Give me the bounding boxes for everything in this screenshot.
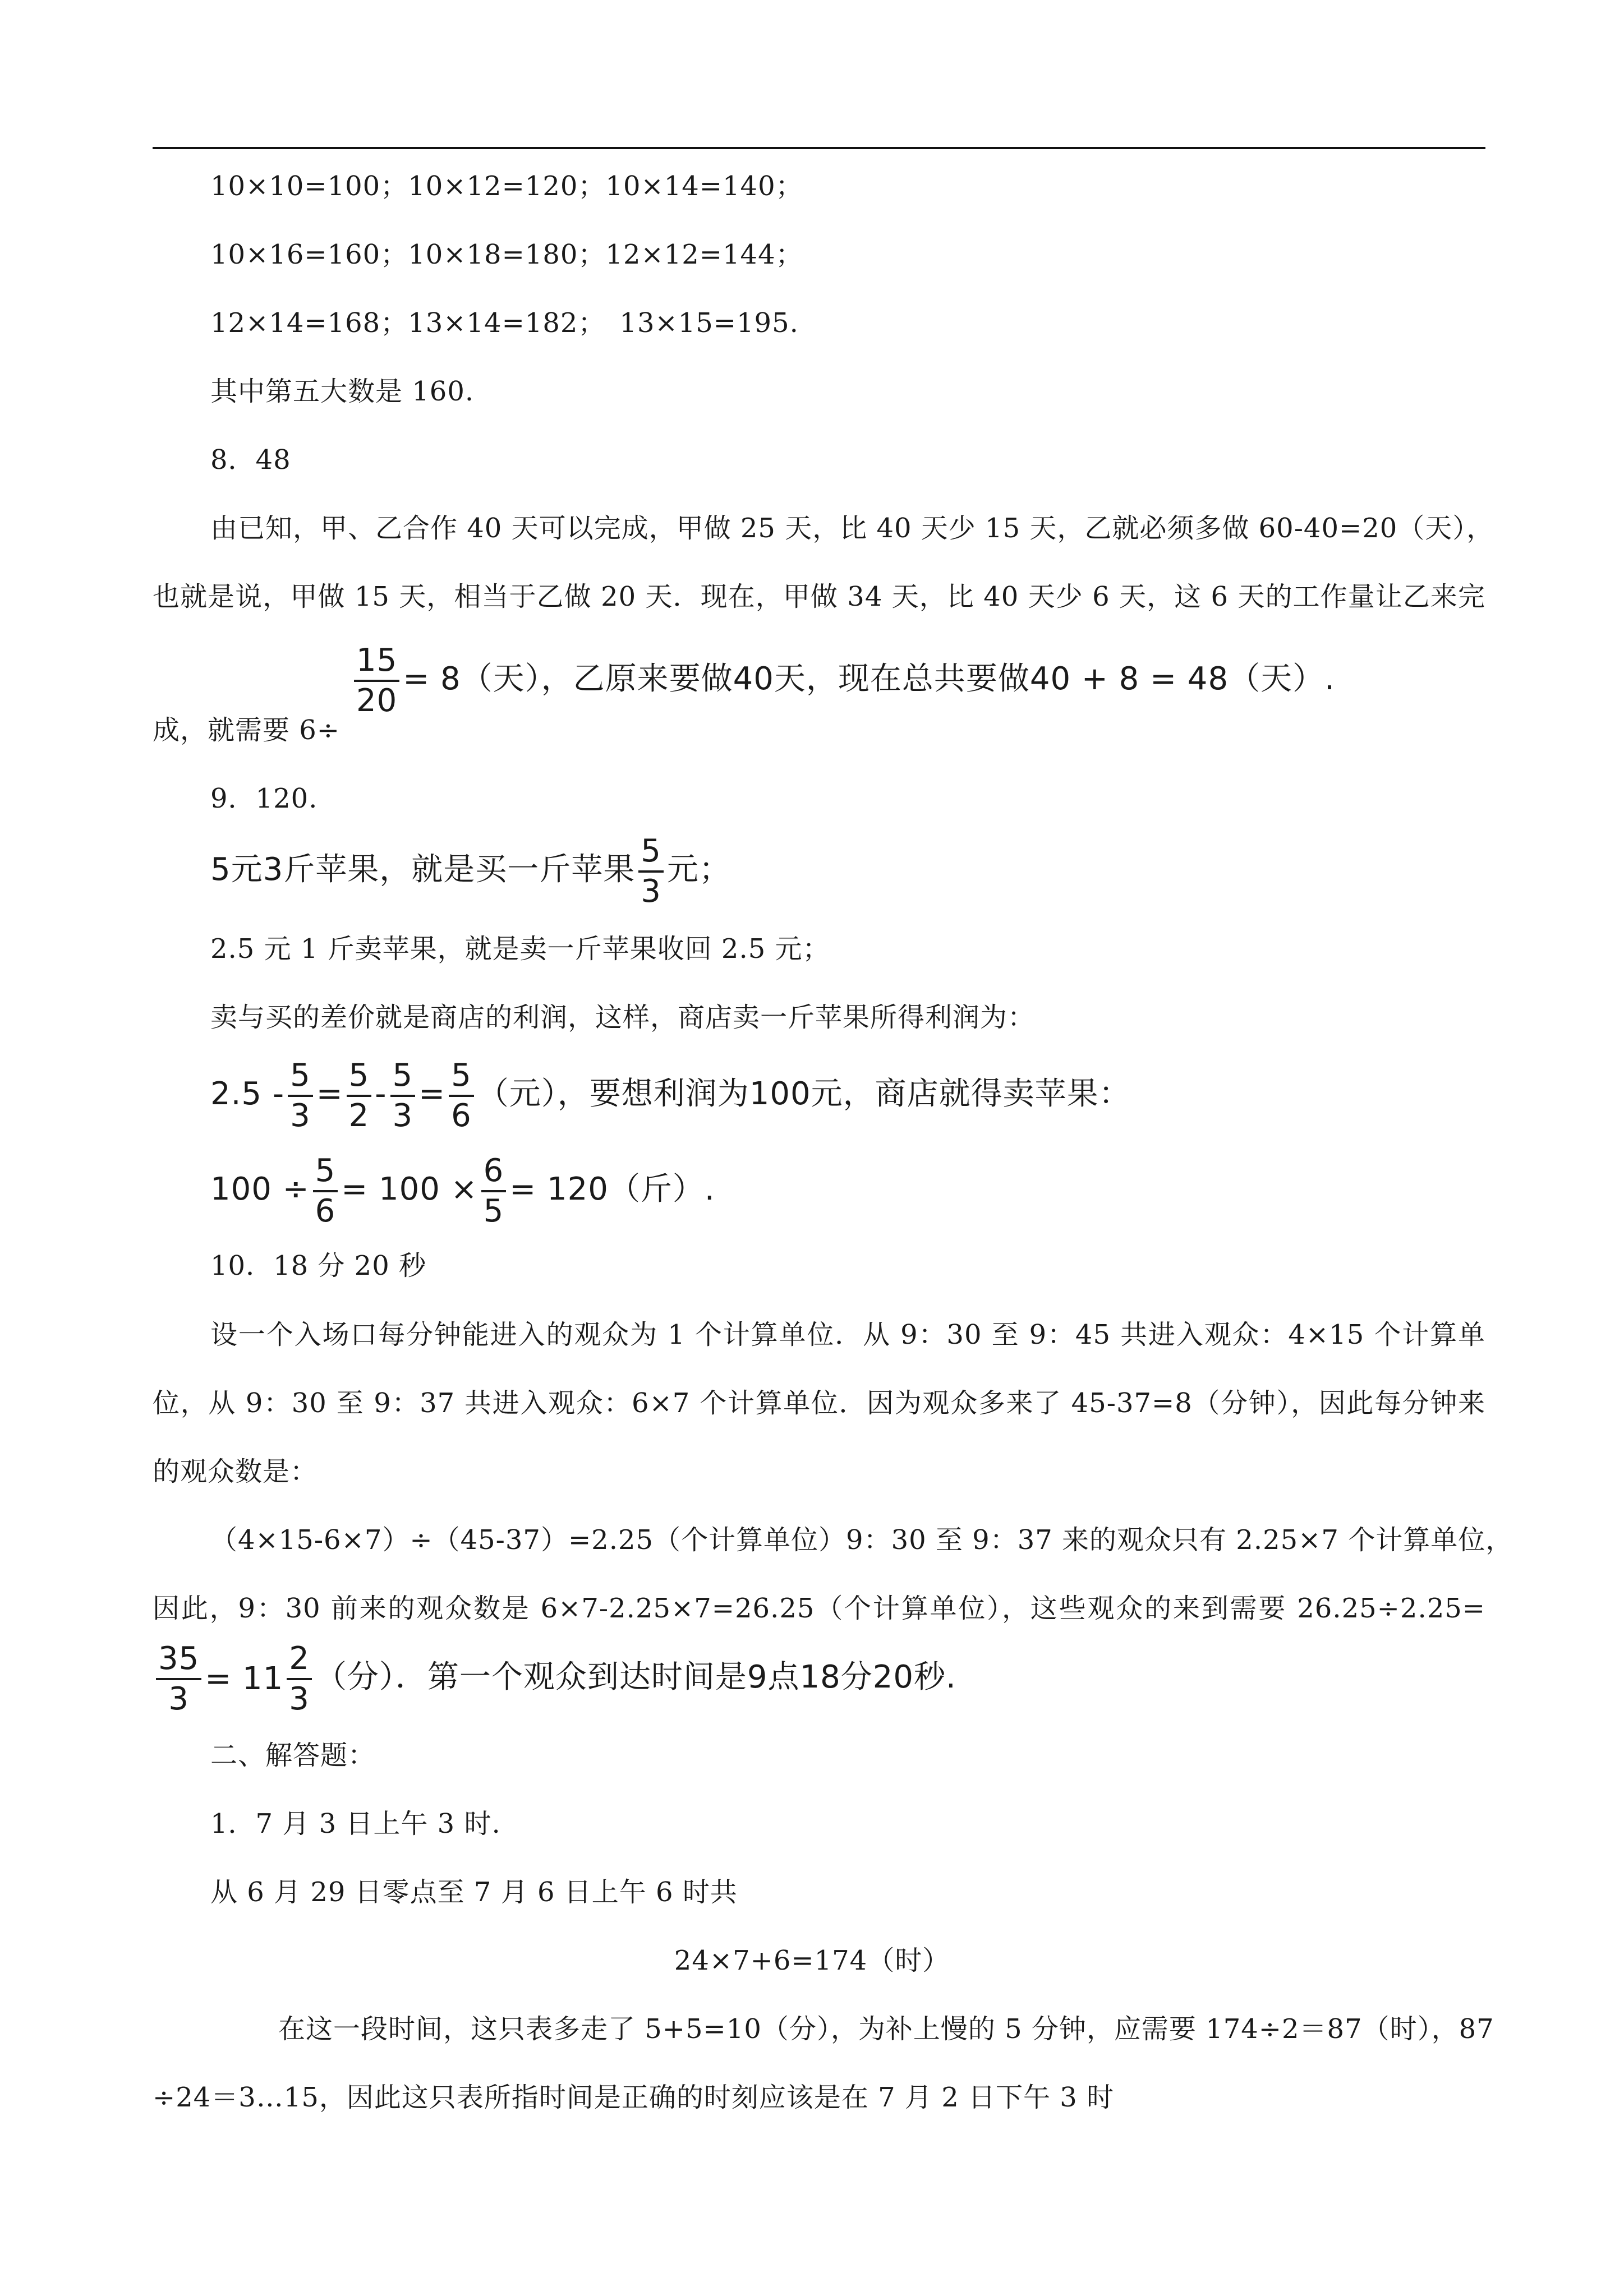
text-line: 12×14=168；13×14=182； 13×15=195. [210, 307, 799, 339]
header-rule [153, 147, 1485, 149]
fraction: $\frac{5}{6}$ [313, 1155, 338, 1227]
text-line: 位，从 9：30 至 9：37 共进入观众：6×7 个计算单位．因为观众多来了 45-37=8（分钟），因此每分钟来 [153, 1387, 1485, 1419]
fraction: $\frac{5}{2}$ [347, 1060, 372, 1132]
text-line: 从 6 月 29 日零点至 7 月 6 日上午 6 时共 [210, 1877, 738, 1908]
fraction: $\frac{35}{3}$ [156, 1643, 201, 1715]
text-line: 设一个入场口每分钟能进入的观众为 1 个计算单位．从 9：30 至 9：45 共进入观众：4×15 个计算单 [210, 1319, 1485, 1350]
answer-number: 1．7 月 3 日上午 3 时. [210, 1808, 501, 1839]
fraction: $\frac{5}{3}$ [638, 836, 664, 907]
text-line: ÷24＝3…15，因此这只表所指时间是正确的时刻应该是在 7 月 2 日下午 3 时 [153, 2082, 1115, 2113]
fraction: $\frac{6}{5}$ [481, 1155, 507, 1227]
text-line: 10×16=160；10×18=180；12×12=144； [210, 239, 803, 270]
text-line: 因此，9：30 前来的观众数是 6×7-2.25×7=26.25（个计算单位），这些观众的来到需要 26.25÷2.25= [153, 1593, 1485, 1624]
equation-centered: 24×7+6=174（时） [674, 1945, 950, 1976]
formula-line: 2.5 - $\frac{5}{3}$ = $\frac{5}{2}$ - $\frac{5}{3}$ = $\frac{5}{6}$ （元），要想利润为100元，商店就得卖苹果： [210, 1057, 1131, 1134]
text-line: 其中第五大数是 160. [210, 376, 475, 407]
text-line: 的观众数是： [153, 1456, 318, 1487]
text-line: 在这一段时间，这只表多走了 5+5=10（分），为补上慢的 5 分钟，应需要 174÷2＝87（时），87 [278, 2013, 1494, 2045]
formula-line: $\frac{35}{3}$ = 11 $\frac{2}{3}$ （分）．第一个观众到达时间是9点18分20秒. [153, 1643, 956, 1715]
formula-line: $\frac{15}{20}$ = 8（天），乙原来要做40天，现在总共要做40 + 8 = 48（天）. [351, 645, 1335, 717]
formula-line: 5元3斤苹果，就是买一斤苹果 $\frac{5}{3}$ 元； [210, 833, 731, 910]
formula-line: 100 ÷ $\frac{5}{6}$ = 100 × $\frac{6}{5}$ = 120（斤）. [210, 1152, 715, 1229]
text-line: 2.5 元 1 斤卖苹果，就是卖一斤苹果收回 2.5 元； [210, 933, 830, 965]
text-line: 也就是说，甲做 15 天，相当于乙做 20 天．现在，甲做 34 天，比 40 天少 6 天，这 6 天的工作量让乙来完 [153, 581, 1485, 612]
answer-number: 8．48 [210, 444, 291, 476]
section-heading: 二、解答题： [210, 1740, 376, 1771]
text-line: 成，就需要 6÷ [153, 714, 341, 746]
fraction: $\frac{15}{20}$ [354, 645, 399, 717]
fraction: $\frac{5}{6}$ [449, 1060, 474, 1132]
text-line: 10×10=100；10×12=120；10×14=140； [210, 170, 803, 202]
fraction: $\frac{5}{3}$ [288, 1060, 313, 1132]
text-line: （4×15-6×7）÷（45-37）=2.25（个计算单位）9：30 至 9：37 来的观众只有 2.25×7 个计算单位， [210, 1524, 1513, 1556]
answer-number: 9．120. [210, 783, 318, 814]
answer-number: 10．18 分 20 秒 [210, 1250, 427, 1281]
fraction: $\frac{2}{3}$ [287, 1643, 312, 1715]
text-line: 卖与买的差价就是商店的利润，这样，商店卖一斤苹果所得利润为： [210, 1002, 1036, 1033]
text-line: 由已知，甲、乙合作 40 天可以完成，甲做 25 天，比 40 天少 15 天，乙就必须多做 60-40=20（天）， [210, 513, 1494, 544]
fraction: $\frac{5}{3}$ [390, 1060, 416, 1132]
